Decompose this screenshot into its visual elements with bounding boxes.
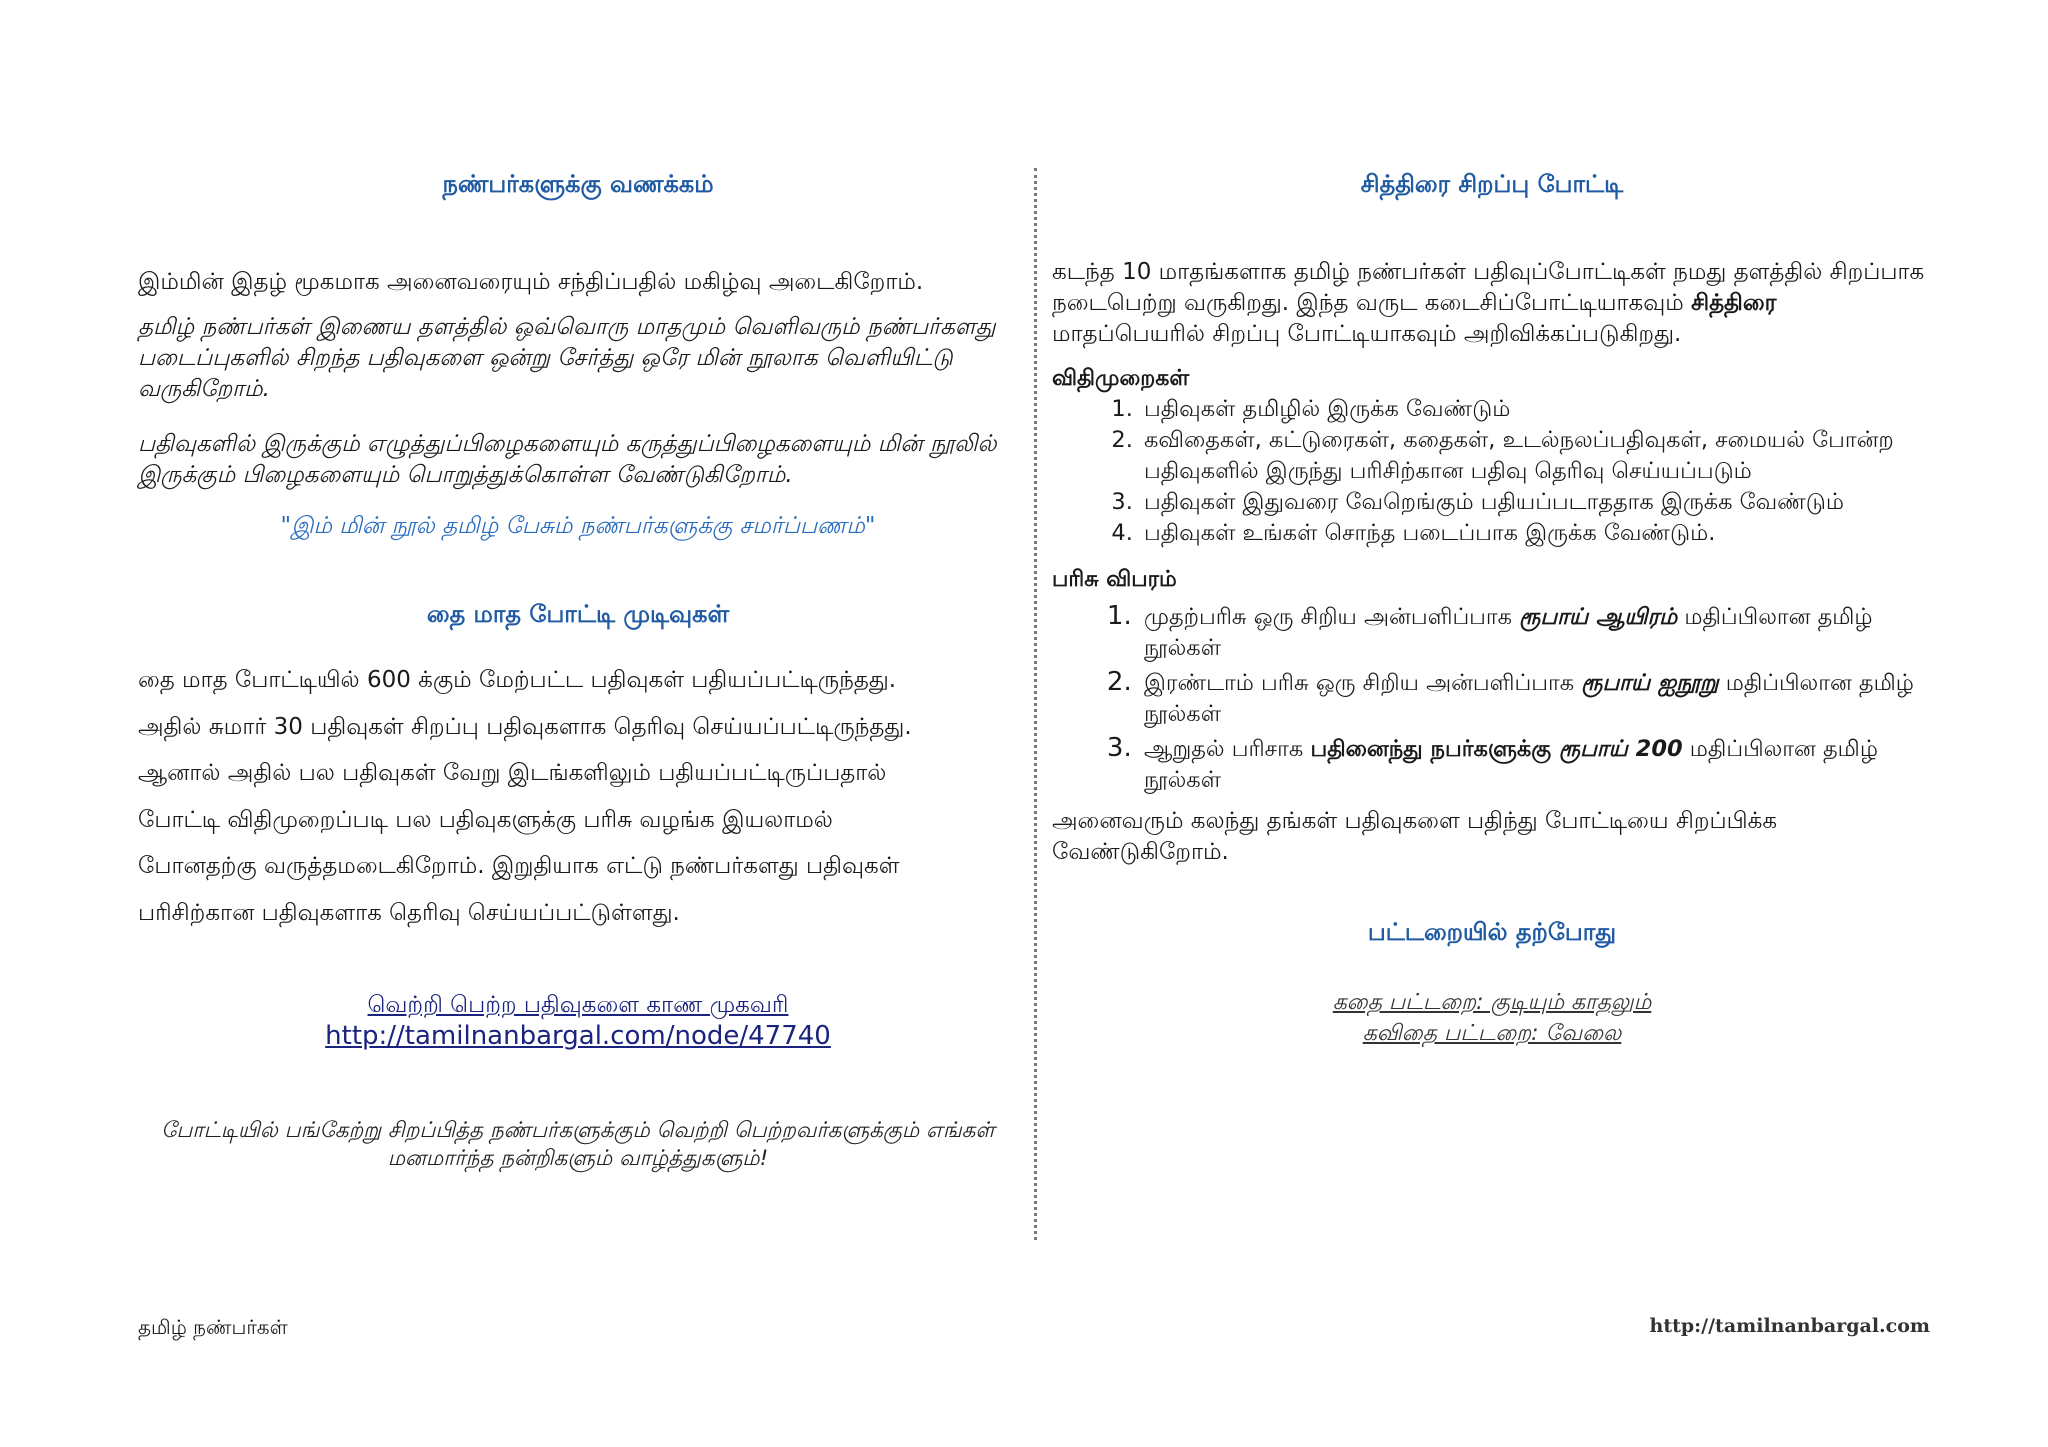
contest-month: சித்திரை <box>1691 290 1777 316</box>
prize-text: ஆறுதல் பரிசாக <box>1144 736 1311 762</box>
results-line: தை மாத போட்டியில் 600 க்கும் மேற்பட்ட பதிவுகள் பதியப்பட்டிருந்தது. <box>138 667 897 693</box>
results-title: தை மாத போட்டி முடிவுகள் <box>426 600 730 628</box>
dedication-quote: "இம் மின் நூல் தமிழ் பேசும் நண்பர்களுக்கு சமர்ப்பணம்" <box>280 513 876 539</box>
closing-text: அனைவரும் கலந்து தங்கள் பதிவுகளை பதிந்து போட்டியை சிறப்பிக்க வேண்டுகிறோம். <box>1052 808 1778 865</box>
results-line: ஆனால் அதில் பல பதிவுகள் வேறு இடங்களிலும் பதியப்பட்டிருப்பதால் <box>138 760 887 786</box>
column-divider <box>1034 168 1037 1240</box>
prize-text: மதிப்பிலான தமிழ் நூல்கள் <box>1144 604 1873 661</box>
intro-text: இம்மின் இதழ் மூகமாக அனைவரையும் சந்திப்பதில் மகிழ்வு அடைகிறோம். <box>138 269 924 295</box>
prize-recipients: பதினைந்து நபர்களுக்கு <box>1310 736 1559 762</box>
rule-item: 3. பதிவுகள் இதுவரை வேறெங்கும் பதியப்படாததாக இருக்க வேண்டும் <box>1140 487 1932 518</box>
prize-amount: ரூபாய் ஆயிரம் <box>1519 604 1678 630</box>
results-line: போனதற்கு வருத்தமடைகிறோம். இறுதியாக எட்டு நண்பர்களது பதிவுகள் <box>138 853 900 879</box>
intro-paragraph-2: பதிவுகளில் இருக்கும் எழுத்துப்பிழைகளையும் கருத்துப்பிழைகளையும் மின் நூலில் இருக்கும் பிழைகளையும் பொறுத்துக்கொள்ள வேண்டுகிறோம். <box>138 431 997 488</box>
rule-item: 4. பதிவுகள் உங்கள் சொந்த படைப்பாக இருக்க வேண்டும். <box>1140 518 1932 549</box>
prize-item <box>1140 601 1932 664</box>
winners-link-text[interactable]: வெற்றி பெற்ற பதிவுகளை காண முகவரி <box>367 992 789 1018</box>
workshop-title: பட்டறையில் தற்போது <box>1367 918 1617 946</box>
footer-site-url[interactable]: http://tamilnanbargal.com <box>1649 1315 1930 1337</box>
prize-text: இரண்டாம் பரிசு ஒரு சிறிய அன்பளிப்பாக <box>1144 670 1582 696</box>
prize-text: முதற்பரிசு ஒரு சிறிய அன்பளிப்பாக <box>1144 604 1520 630</box>
greeting-title: நண்பர்களுக்கு வணக்கம் <box>442 170 714 198</box>
workshop-poem-link[interactable]: கவிதை பட்டறை: வேலை <box>1362 1021 1622 1046</box>
prize-item <box>1140 667 1932 730</box>
intro-paragraph-1: தமிழ் நண்பர்கள் இணைய தளத்தில் ஒவ்வொரு மாதமும் வெளிவரும் நண்பர்களது படைப்புகளில் சிறந்த பதிவுகளை ஒன்று சேர்த்து ஒரே மின் நூலாக வெளியிட்டு வருகிறோம். <box>138 314 996 402</box>
right-column <box>1052 160 1932 1049</box>
contest-intro-b: மாதப்பெயரில் சிறப்பு போட்டியாகவும் அறிவிக்கப்படுகிறது. <box>1052 321 1682 347</box>
rules-title: விதிமுறைகள் <box>1052 366 1190 391</box>
prize-title: பரிசு விபரம் <box>1052 567 1177 592</box>
prize-text: மதிப்பிலான தமிழ் நூல்கள் <box>1144 670 1914 727</box>
prize-list <box>1052 601 1932 796</box>
prize-amount: ரூபாய் 200 <box>1558 736 1683 762</box>
workshop-story-link[interactable]: கதை பட்டறை: குடியும் காதலும் <box>1332 990 1652 1015</box>
rules-list <box>1052 394 1932 549</box>
contest-intro <box>1052 257 1932 350</box>
rule-item: 1. பதிவுகள் தமிழில் இருக்க வேண்டும் <box>1140 394 1932 425</box>
footer-site-name: தமிழ் நண்பர்கள் <box>138 1315 288 1339</box>
winners-url-link[interactable]: http://tamilnanbargal.com/node/47740 <box>325 1021 831 1051</box>
prize-text: மதிப்பிலான தமிழ் நூல்கள் <box>1144 736 1878 793</box>
results-line: பரிசிற்கான பதிவுகளாக தெரிவு செய்யப்பட்டுள்ளது. <box>138 899 680 926</box>
results-line: அதில் சுமார் 30 பதிவுகள் சிறப்பு பதிவுகளாக தெரிவு செய்யப்பட்டிருந்தது. <box>138 713 912 740</box>
thanks-note: போட்டியில் பங்கேற்று சிறப்பித்த நண்பர்களுக்கும் வெற்றி பெற்றவர்களுக்கும் எங்கள் மனமார்ந்த நன்றிகளும் வாழ்த்துகளும்! <box>161 1118 995 1171</box>
left-column <box>138 160 1018 1173</box>
rule-item: 2. கவிதைகள், கட்டுரைகள், கதைகள், உடல்நலப்பதிவுகள், சமையல் போன்ற பதிவுகளில் இருந்து பரிசிற்கான பதிவு தெரிவு செய்யப்படும் <box>1140 425 1932 487</box>
results-line: போட்டி விதிமுறைப்படி பல பதிவுகளுக்கு பரிசு வழங்க இயலாமல் <box>138 806 833 833</box>
contest-title: சித்திரை சிறப்பு போட்டி <box>1360 170 1624 198</box>
contest-intro-a: கடந்த 10 மாதங்களாக தமிழ் நண்பர்கள் பதிவுப்போட்டிகள் நமது தளத்தில் சிறப்பாக நடைபெற்று வருகிறது. இந்த வருட கடைசிப்போட்டியாகவும் <box>1052 259 1925 316</box>
results-text <box>138 657 1018 936</box>
prize-item <box>1140 733 1932 796</box>
prize-amount: ரூபாய் ஐநூறு <box>1581 670 1719 696</box>
